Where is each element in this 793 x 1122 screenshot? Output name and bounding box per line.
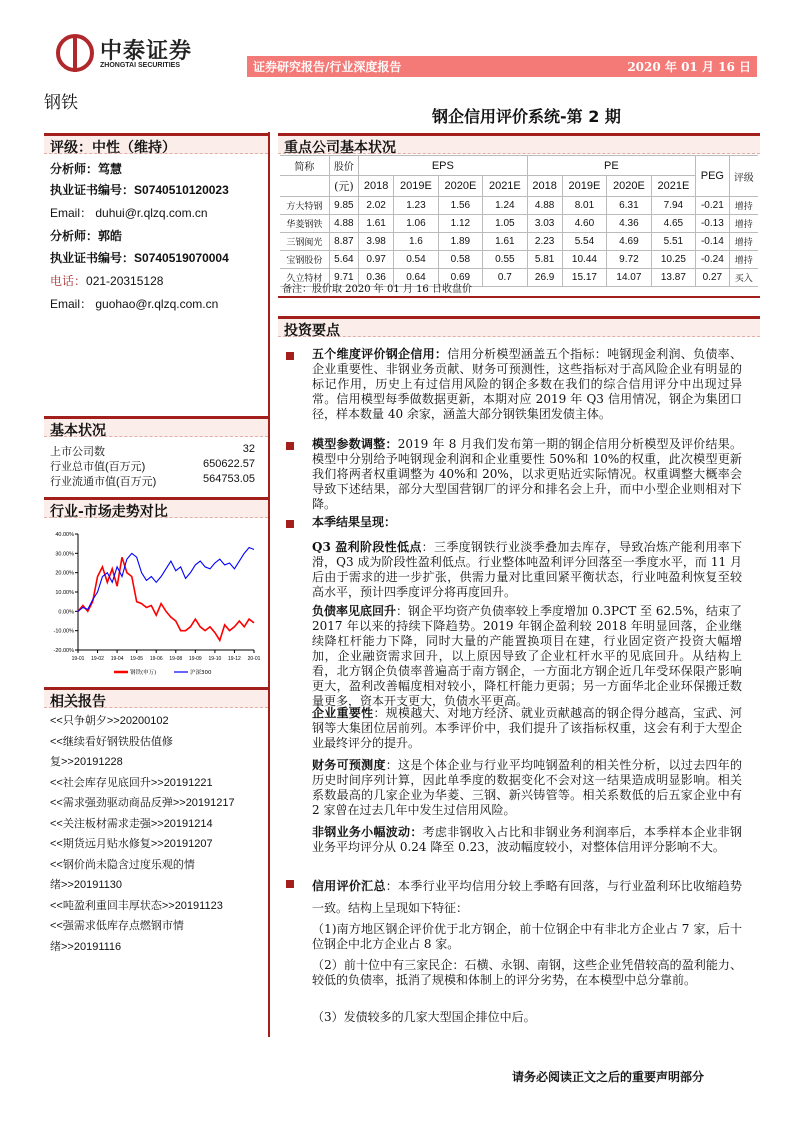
value-cell: 9.85 (329, 197, 358, 215)
text: 信用分析模型涵盖五个指标：吨钢现金利润、负债率、企业重要性、非钢业务贡献、财务可预测性，这些指标对于高风险企业有明显的标记作用，历史上有过信用风险的钢企多数在我们的综合信用评分中出现过异常。信用模型每季做数据更新，本期对应 2019 年 Q3 信用情况，钢企为集团口径，样本数量 40 余家，涵盖大部分钢铁集团发债主体。 (312, 347, 742, 421)
point-model-params (312, 437, 742, 512)
company-name: 久立特材 (280, 269, 329, 287)
value-cell: 9.71 (329, 269, 358, 287)
cert-number: S0740519070004 (134, 251, 229, 265)
value-cell: 0.54 (394, 251, 438, 269)
value-cell: 8.01 (562, 197, 606, 215)
value-cell: 1.05 (483, 215, 527, 233)
point-five-dimensions (312, 347, 742, 422)
report-link[interactable]: 绪>>20191116 (50, 940, 122, 953)
text: ：本季行业平均信用分较上季略有回落，与行业盈利环比收缩趋势一致。结构上呈现如下特征： (312, 879, 742, 915)
report-link[interactable]: <<强需求低库存点燃钢市情 (50, 920, 184, 932)
report-link[interactable]: 复>>20191228 (50, 756, 123, 768)
value-cell: 15.17 (562, 269, 606, 287)
report-link[interactable]: <<继续看好钢铁股估值修 (50, 735, 173, 748)
basic-heading: 基本状况 (44, 416, 268, 437)
value-cell: 8.87 (329, 233, 358, 251)
table-row (280, 233, 758, 251)
email-2 (50, 295, 218, 312)
text: ：这是个体企业与行业平均吨钢盈利的相关性分析，以过去四年的历史时间序列计算，因此单季度的数据变化不会对这一结果造成明显影响。相关系数最高的几家企业为华菱、三钢、新兴铸管等。相关系数低的后五家企业中有 2 家曾在过去几年中发生过信用风险。 (312, 758, 742, 817)
y-tick-label: 0.00% (58, 609, 74, 616)
x-tick-label: 19-01 (71, 656, 85, 662)
bullet-icon (286, 520, 294, 528)
x-tick-label: 19-10 (208, 656, 222, 662)
value-cell: 0.7 (483, 269, 527, 287)
value-cell: 4.88 (329, 215, 358, 233)
value: 32 (242, 443, 255, 455)
y-tick-label: 20.00% (55, 570, 74, 577)
col-rating: 评级 (729, 156, 758, 197)
lead: 企业重要性 (312, 706, 374, 720)
logo-icon (56, 34, 94, 72)
label: Email： (50, 206, 93, 220)
report-type: 证券研究报告/行业深度报告 (253, 60, 402, 74)
chart-heading: 行业-市场走势对比 (44, 497, 268, 518)
value-cell: 1.24 (483, 197, 527, 215)
subheader-cell: 2021E (483, 176, 527, 197)
feature-3: （3）发债较多的几家大型国企排位中后。 (312, 1010, 536, 1024)
table-note: 备注：股价取 2020 年 01 月 16 日收盘价 (282, 284, 472, 295)
basic-row (50, 443, 255, 459)
value-cell: 5.64 (329, 251, 358, 269)
value-cell: -0.13 (696, 215, 730, 233)
email-1 (50, 204, 208, 221)
sub-debt-ratio (312, 604, 742, 709)
report-link[interactable]: <<社会库存见底回升>>20191221 (50, 776, 213, 789)
subheader-cell: 2020E (438, 176, 482, 197)
analyst-2 (50, 227, 122, 244)
report-banner (247, 56, 757, 77)
basic-row (50, 458, 255, 474)
sub-predictability (312, 758, 742, 818)
company-logo (56, 34, 216, 76)
key: 行业总市值(百万元) (50, 461, 146, 473)
lead: 信用评价汇总 (312, 879, 386, 893)
value-cell: 0.27 (696, 269, 730, 287)
blank (280, 176, 329, 197)
point-results (312, 515, 742, 530)
report-link[interactable]: <<只争朝夕>>20200102 (50, 715, 169, 727)
value-cell: 1.23 (394, 197, 438, 215)
value-cell: 1.89 (438, 233, 482, 251)
bullet-icon (286, 442, 294, 450)
col-peg: PEG (696, 156, 730, 197)
cert-1 (50, 181, 229, 198)
value-cell: 0.64 (394, 269, 438, 287)
value-cell: -0.21 (696, 197, 730, 215)
y-tick-label: -10.00% (53, 628, 74, 635)
text: 考虑非钢收入占比和非钢业务利润率后，本季样本企业非钢业务平均评分从 0.24 降至 0.23，波动幅度较小，对整体信用评分影响不大。 (312, 825, 742, 854)
x-tick-label: 19-12 (228, 656, 241, 662)
phone (50, 272, 163, 289)
value-cell: 0.55 (483, 251, 527, 269)
value-cell: 10.25 (651, 251, 695, 269)
value-cell: 1.06 (394, 215, 438, 233)
value-cell: 3.03 (527, 215, 562, 233)
sub-importance (312, 706, 742, 751)
report-link[interactable]: <<需求强劲驱动商品反弹>>20191217 (50, 797, 235, 809)
report-link[interactable]: <<钢价尚未隐含过度乐观的情 (50, 858, 195, 871)
company-name: 华菱钢铁 (280, 215, 329, 233)
col-eps: EPS (359, 156, 528, 176)
feature-1: （1)南方地区钢企评价优于北方钢企，前十位钢企中有非北方企业占 7 家，后十位钢企中北方企业占 8 家。 (312, 922, 742, 951)
divider (278, 296, 760, 298)
cert-2 (50, 249, 229, 266)
value-cell: 1.6 (394, 233, 438, 251)
legend-label: 沪深300 (190, 670, 212, 676)
email-link[interactable]: guohao@r.qlzq.com.cn (95, 297, 219, 311)
lead: 五个维度评价钢企信用： (312, 347, 448, 361)
subheader-cell: 2018 (359, 176, 394, 197)
value-cell: 4.88 (527, 197, 562, 215)
bullet-icon (286, 880, 294, 888)
bullet-icon (286, 352, 294, 360)
phone-number: 021-20315128 (86, 274, 164, 288)
rating-cell: 买入 (729, 269, 758, 287)
label: 执业证书编号： (50, 183, 135, 197)
y-tick-label: 40.00% (55, 532, 74, 538)
rating-cell: 增持 (729, 215, 758, 233)
value-cell: 2.02 (359, 197, 394, 215)
x-tick-label: 19-06 (149, 656, 163, 662)
point-summary (312, 875, 742, 919)
value-cell: 1.56 (438, 197, 482, 215)
rating-cell: 增持 (729, 233, 758, 251)
value-cell: 26.9 (527, 269, 562, 287)
label: Email： (50, 297, 93, 311)
table-heading: 重点公司基本状况 (278, 133, 760, 154)
basic-row (50, 473, 255, 489)
rating-cell: 增持 (729, 197, 758, 215)
report-date: 2020 年 01 月 16 日 (627, 60, 751, 74)
x-tick-label: 19-09 (188, 656, 202, 662)
analyst-name: 郭皓 (98, 229, 123, 243)
feature-2: （2）前十位中有三家民企：石横、永钢、南钢，这些企业凭借较高的盈利能力、较低的负债率，抵消了规模和体制上的评分劣势，在本模型中总分靠前。 (312, 958, 742, 987)
subheader-cell: 2018 (527, 176, 562, 197)
rating-cell: 增持 (729, 251, 758, 269)
subheader-cell: 2019E (394, 176, 438, 197)
sub-q3-profit (312, 540, 742, 600)
report-link[interactable]: <<期货远月贴水修复>>20191207 (50, 838, 213, 850)
col-name: 简称 (280, 156, 329, 176)
label: 分析师： (50, 162, 99, 176)
email-link[interactable]: duhui@r.qlzq.com.cn (95, 206, 208, 220)
report-link[interactable]: <<吨盈利重回丰厚状态>>20191123 (50, 899, 223, 912)
value-cell: 5.81 (527, 251, 562, 269)
value-cell: 4.36 (607, 215, 651, 233)
x-tick-label: 19-04 (110, 656, 124, 662)
value: 650622.57 (203, 458, 255, 470)
value-cell: 2.23 (527, 233, 562, 251)
points-heading: 投资要点 (278, 316, 760, 337)
disclaimer-footer: 请务必阅读正文之后的重要声明部分 (512, 1070, 705, 1084)
report-link[interactable]: 绪>>20191130 (50, 879, 122, 891)
value-cell: 4.65 (651, 215, 695, 233)
trend-chart (44, 522, 268, 682)
label: 执业证书编号： (50, 251, 135, 265)
company-name: 宝钢股份 (280, 251, 329, 269)
company-name: 方大特钢 (280, 197, 329, 215)
cert-number: S0740510120023 (134, 183, 229, 197)
logo-en: ZHONGTAI SECURITIES (100, 62, 180, 69)
value-cell: 0.36 (359, 269, 394, 287)
table-row (280, 197, 758, 215)
value-cell: 3.98 (359, 233, 394, 251)
value-cell: 14.07 (607, 269, 651, 287)
value-cell: 6.31 (607, 197, 651, 215)
page-title: 钢企信用评价系统-第 2 期 (432, 107, 621, 126)
label: 电话： (50, 274, 87, 288)
subheader-cell: 2020E (607, 176, 651, 197)
value-cell: 13.87 (651, 269, 695, 287)
company-name: 三钢闽光 (280, 233, 329, 251)
lead: Q3 盈利阶段性低点 (312, 540, 422, 554)
subheader-cell: 2021E (651, 176, 695, 197)
x-tick-label: 19-08 (169, 656, 183, 662)
reports-heading: 相关报告 (44, 687, 268, 708)
value-cell: 5.54 (562, 233, 606, 251)
text: ：规模越大、对地方经济、就业贡献越高的钢企得分越高，宝武、河钢等大集团位居前列。本季评价中，我们提升了该指标权重，这会有利于大型企业最终评分的提升。 (312, 706, 742, 750)
col-price: 股价 (329, 156, 358, 176)
value-cell: 4.60 (562, 215, 606, 233)
value-cell: -0.14 (696, 233, 730, 251)
value-cell: 1.61 (359, 215, 394, 233)
table-row (280, 251, 758, 269)
value: 564753.05 (203, 473, 255, 485)
lead: 非钢业务小幅波动： (312, 825, 423, 839)
lead: 财务可预测度 (312, 758, 386, 772)
text: 2019 年 8 月我们发布第一期的钢企信用分析模型及评价结果。模型中分别给予吨钢现金利润和企业重要性 50%和 10%的权重，此次模型更新我们将两者权重调整为 40%和 20%，以求更贴近实际情况。权重调整大概率会导致下述结果，部分大型国营钢厂的评分和排名会上升，而中小型企业则相对下降。 (312, 437, 742, 511)
subheader-row (280, 176, 758, 197)
analyst-name: 笃慧 (98, 162, 123, 176)
value-cell: 10.44 (562, 251, 606, 269)
value-cell: 7.94 (651, 197, 695, 215)
value-cell: 1.12 (438, 215, 482, 233)
subheader-cell: (元) (329, 176, 358, 197)
y-tick-label: 10.00% (55, 590, 74, 596)
value-cell: 9.72 (607, 251, 651, 269)
x-tick-label: 20-01 (247, 656, 261, 662)
subheader-cell: 2019E (562, 176, 606, 197)
text: ：三季度钢铁行业淡季叠加去库存，导致冶炼产能利用率下滑，Q3 成为阶段性盈利低点。行业整体吨盈利评分回落至一季度水平，而 11 月后由于需求的进一步扩张，供需力量对比重回紧平衡状态，行业吨盈利恢复至较高水平，预计四季度评分将再度回升。 (312, 540, 742, 599)
x-tick-label: 19-02 (91, 656, 104, 662)
lead: 负债率见底回升 (312, 604, 397, 618)
analyst-1 (50, 160, 122, 177)
rating-heading: 评级：中性（维持） (44, 133, 268, 154)
sub-non-steel (312, 825, 742, 855)
report-link[interactable]: <<关注板材需求走强>>20191214 (50, 817, 213, 830)
series-line-1 (78, 548, 254, 612)
value-cell: 0.58 (438, 251, 482, 269)
y-tick-label: 30.00% (55, 551, 74, 558)
col-pe: PE (527, 156, 696, 176)
x-tick-label: 19-05 (130, 656, 144, 662)
lead: 模型参数调整： (312, 437, 398, 451)
value-cell: 5.51 (651, 233, 695, 251)
value-cell: 0.97 (359, 251, 394, 269)
key: 上市公司数 (50, 446, 105, 458)
lead: 本季结果呈现： (312, 515, 397, 529)
value-cell: 0.69 (438, 269, 482, 287)
industry-label: 钢铁 (44, 93, 78, 113)
label: 分析师： (50, 229, 99, 243)
y-tick-label: -20.00% (53, 648, 74, 654)
value-cell: 4.69 (607, 233, 651, 251)
text: ：钢企平均资产负债率较上季度增加 0.3PCT 至 62.5%，结束了 2017 年以来的持续下降趋势。2019 年钢企盈利较 2018 年明显回落，企业继续降杠杆能力下降，同时大量的产能置换项目在建，行业固定资产投资大幅增加，企业融资需求回升，以上原因导致了企业杠杆水平的见底回升。从结构上看，北方钢企负债率普遍高于南方钢企，一方面北方钢企近几年受环保限产影响更大，盈利改善幅度相对较小，降杠杆能力更弱；另一方面华北企业环保搬迁数量更多，资本开支更大，负债水平更高。 (312, 604, 742, 708)
company-table (280, 155, 758, 287)
value-cell: -0.24 (696, 251, 730, 269)
column-divider (268, 132, 270, 1037)
legend-label: 钢铁(申万) (130, 670, 157, 676)
logo-cn: 中泰证券 (100, 39, 193, 64)
value-cell: 1.61 (483, 233, 527, 251)
key: 行业流通市值(百万元) (50, 476, 157, 488)
table-row (280, 215, 758, 233)
